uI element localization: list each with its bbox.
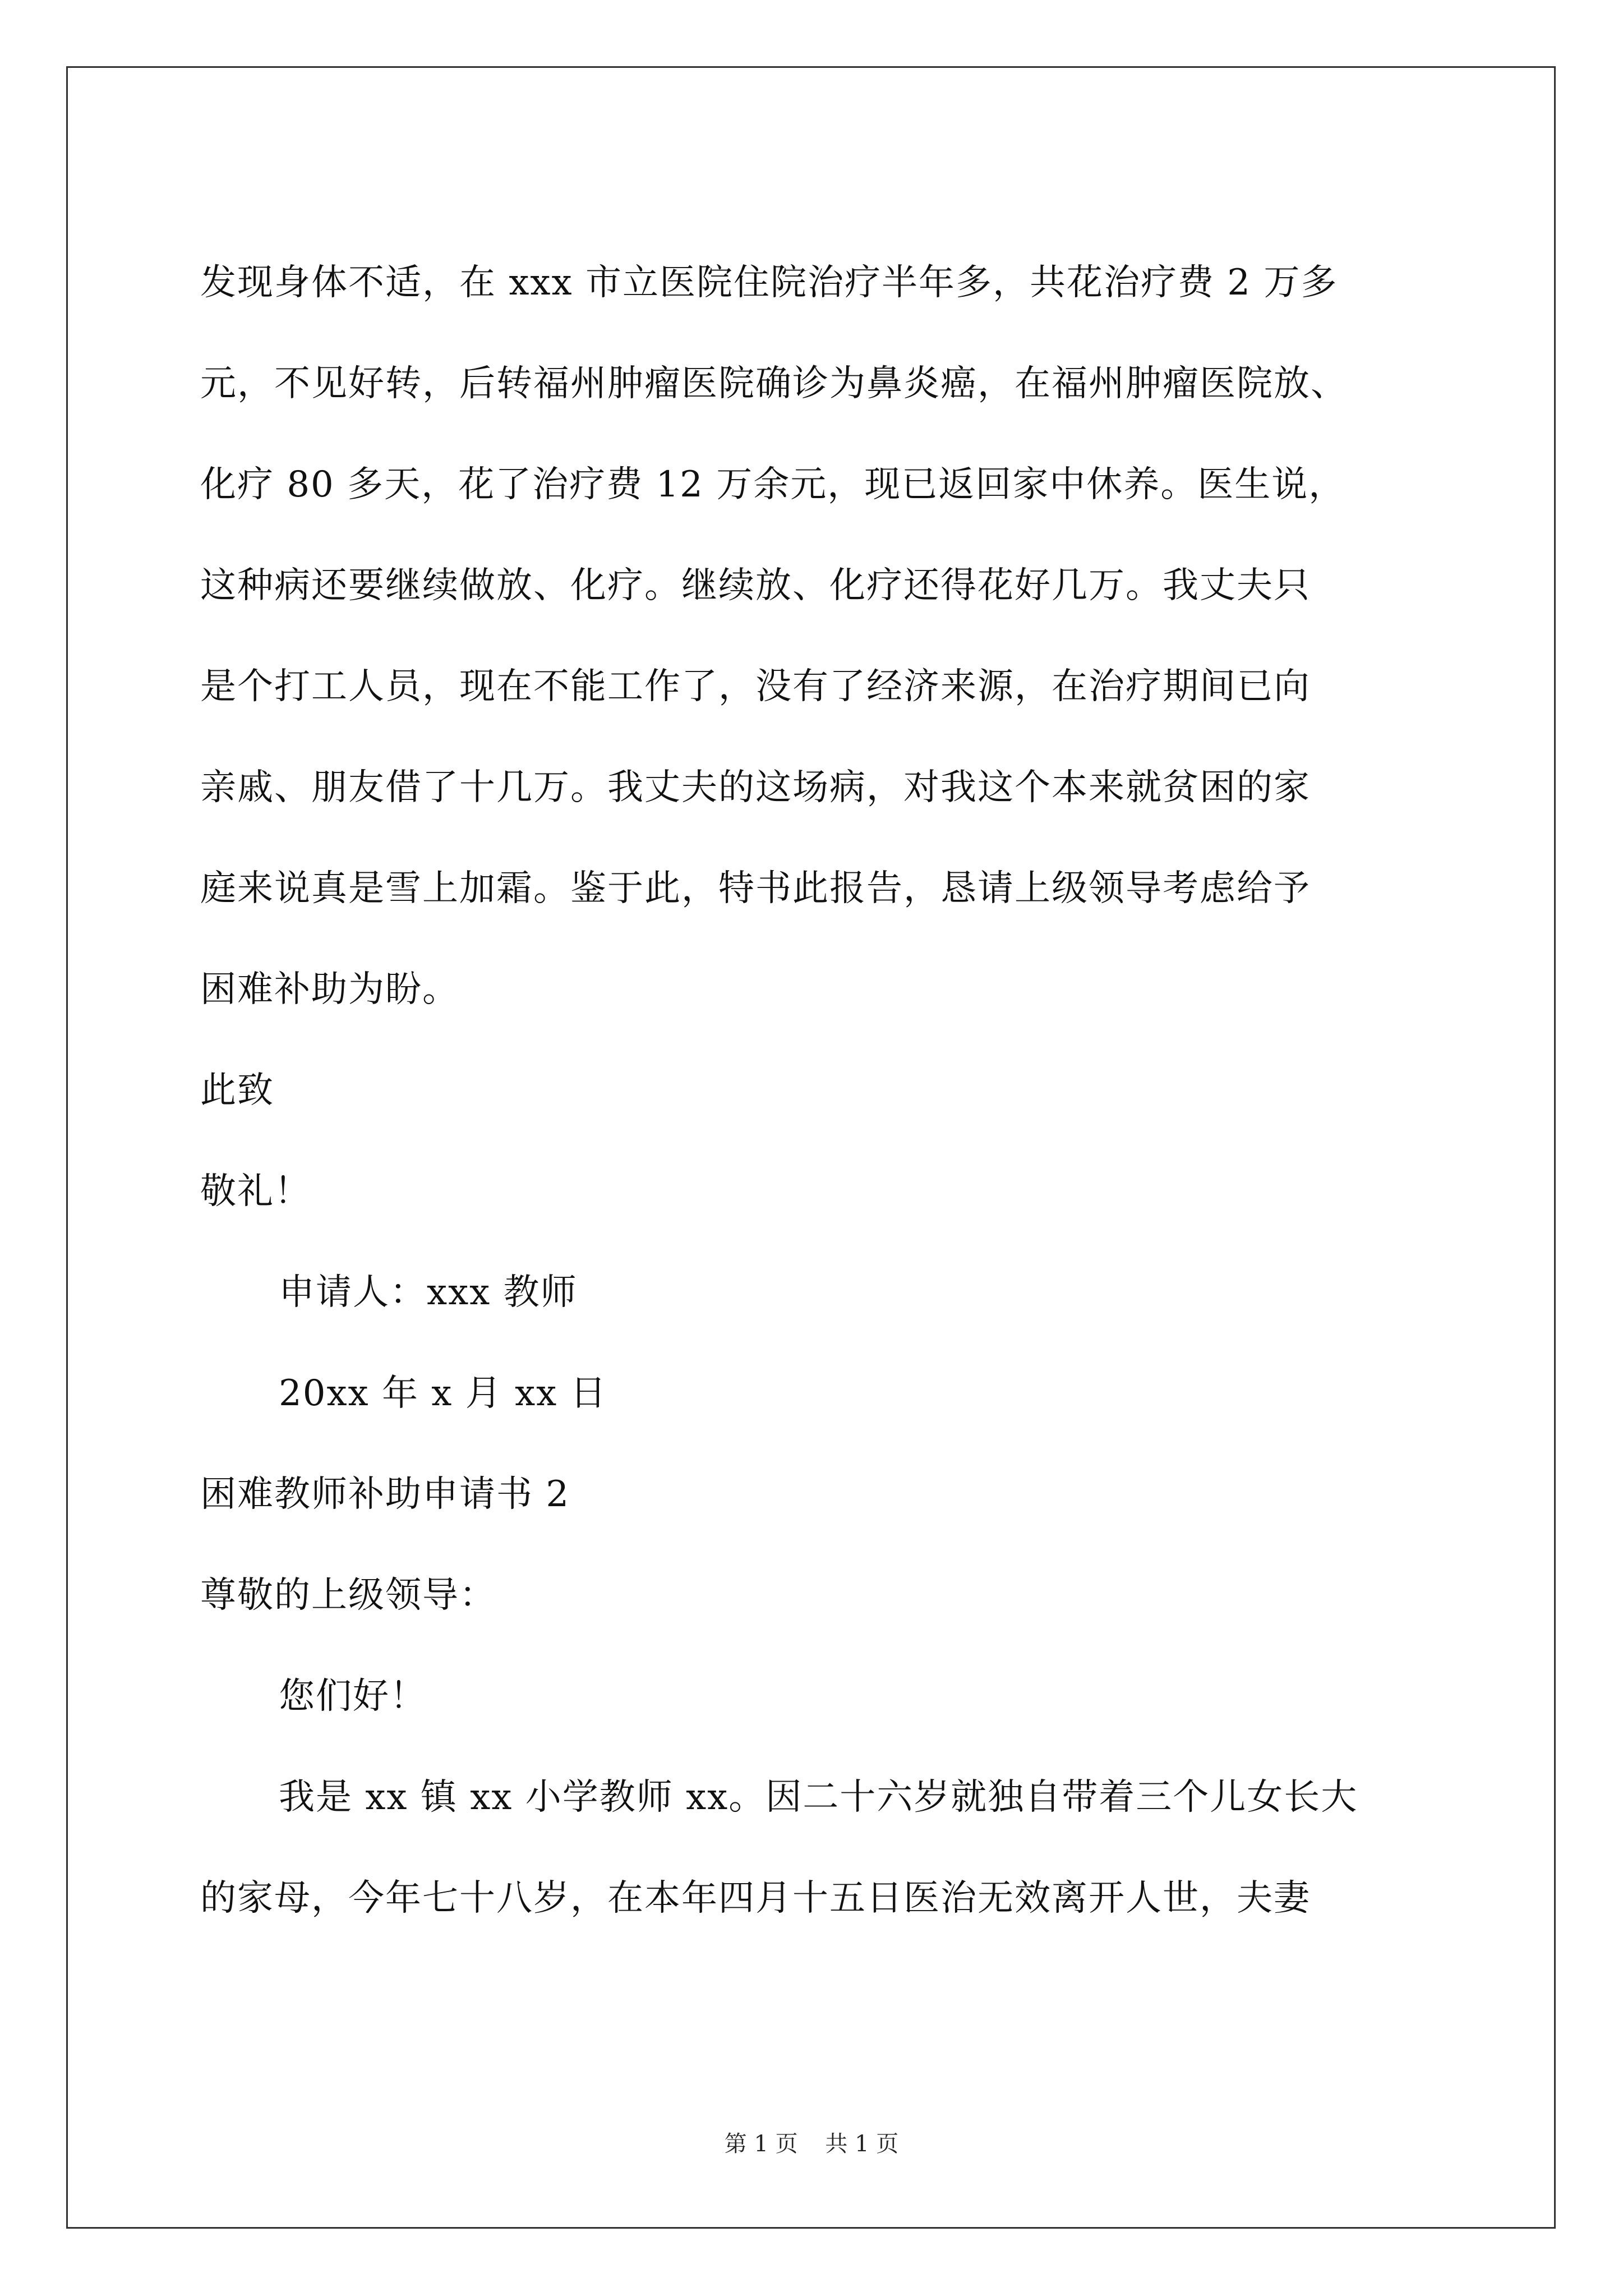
paragraph-line: 困难补助为盼。 — [200, 969, 459, 1010]
paragraph-line: 的家母，今年七十八岁，在本年四月十五日医治无效离开人世，夫妻 — [200, 1878, 1311, 1919]
signature-date: 20xx 年 x 月 xx 日 — [279, 1373, 607, 1414]
paragraph-line: 我是 xx 镇 xx 小学教师 xx。因二十六岁就独自带着三个儿女长大 — [279, 1777, 1358, 1818]
document-body — [200, 229, 1434, 1945]
section-title: 困难教师补助申请书 2 — [200, 1474, 570, 1515]
closing-regards: 敬礼！ — [200, 1171, 311, 1212]
paragraph-line: 元，不见好转，后转福州肿瘤医院确诊为鼻炎癌，在福州肿瘤医院放、 — [200, 363, 1348, 404]
greeting: 您们好！ — [279, 1676, 427, 1717]
page-total: 共 1 页 — [825, 2131, 899, 2157]
paragraph-line: 发现身体不适，在 xxx 市立医院住院治疗半年多，共花治疗费 2 万多 — [200, 262, 1338, 303]
closing-salutation: 此致 — [200, 1070, 274, 1111]
paragraph-line: 亲戚、朋友借了十几万。我丈夫的这场病，对我这个本来就贫困的家 — [200, 767, 1311, 808]
letter-salutation: 尊敬的上级领导： — [200, 1575, 496, 1616]
applicant-signature: 申请人：xxx 教师 — [279, 1272, 578, 1313]
page-footer — [0, 2126, 1623, 2158]
page-number: 第 1 页 — [724, 2131, 798, 2157]
paragraph-line: 这种病还要继续做放、化疗。继续放、化疗还得花好几万。我丈夫只 — [200, 565, 1311, 606]
paragraph-line: 化疗 80 多天，花了治疗费 12 万余元，现已返回家中休养。医生说， — [200, 464, 1346, 505]
paragraph-line: 是个打工人员，现在不能工作了，没有了经济来源，在治疗期间已向 — [200, 666, 1311, 707]
paragraph-line: 庭来说真是雪上加霜。鉴于此，特书此报告，恳请上级领导考虑给予 — [200, 868, 1311, 909]
